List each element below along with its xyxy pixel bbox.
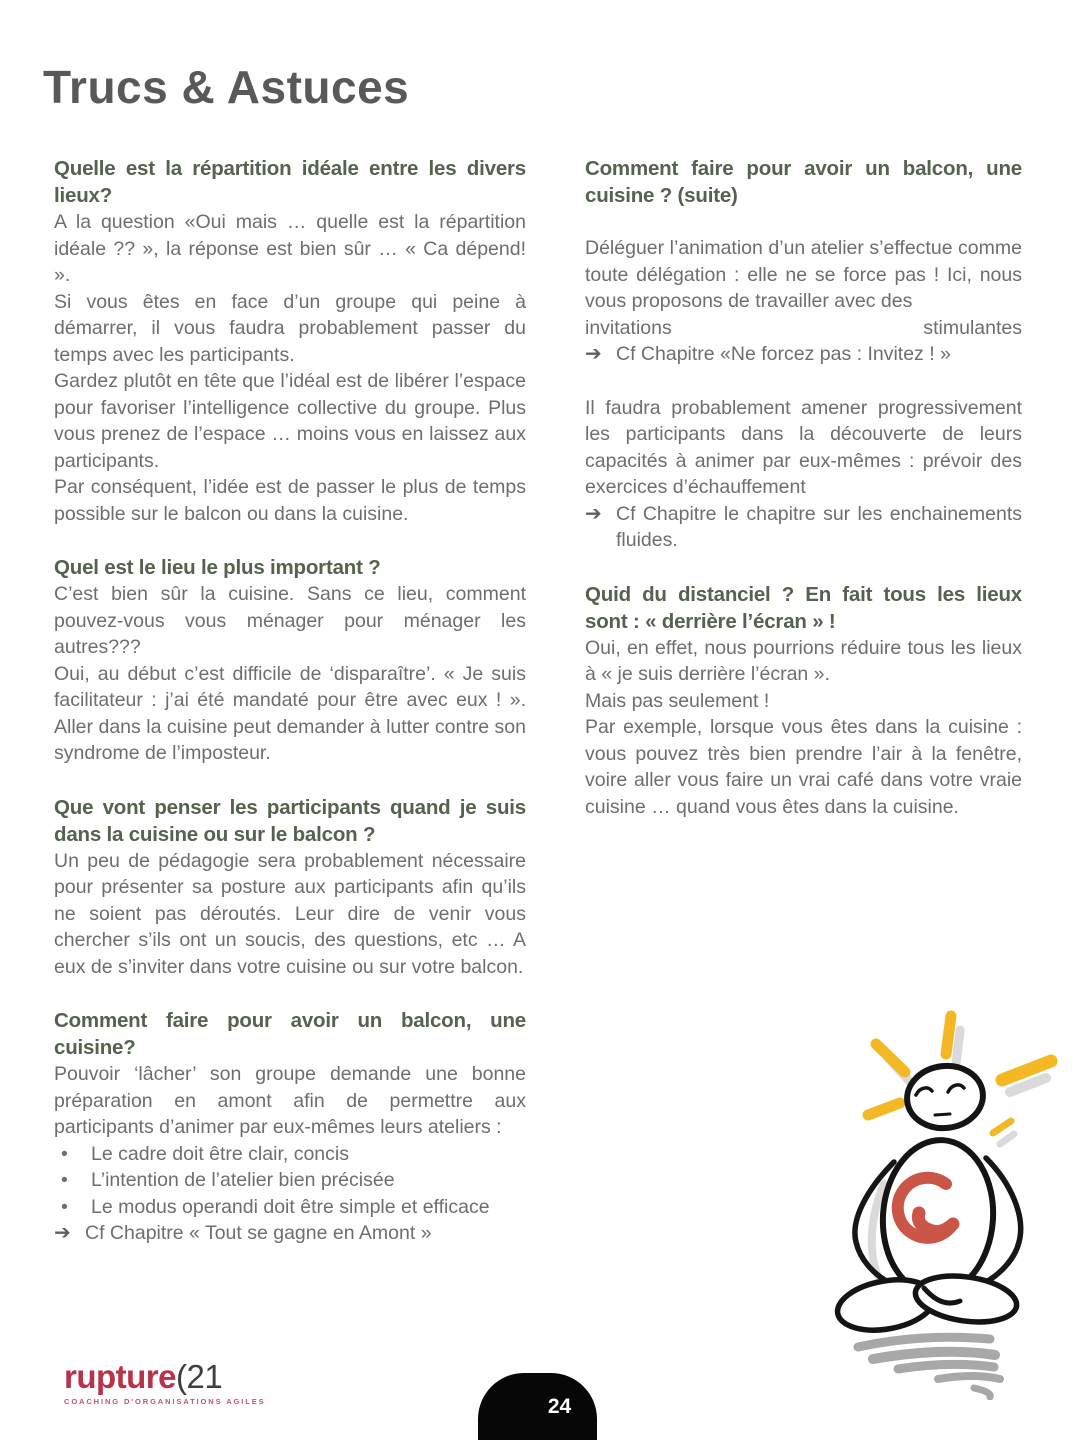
- bullet-icon: •: [61, 1195, 68, 1218]
- section-heading: Quid du distanciel ? En fait tous les lieux sont : « derrière l’écran » !: [585, 582, 1022, 633]
- figure-head-icon: [904, 1062, 987, 1133]
- paragraph: Mais pas seulement !: [585, 689, 770, 712]
- bullet-item: [54, 1141, 526, 1168]
- chapter-reference: [585, 501, 1022, 554]
- logo-wordmark: [64, 1360, 266, 1394]
- logo-tagline: COACHING D'ORGANISATIONS AGILES: [64, 1397, 266, 1406]
- paragraph: Déléguer l’animation d’un atelier s’effectue comme toute délégation : elle ne se force pas ! Ici, nous vous proposons de travailler avec des: [585, 237, 1022, 312]
- section-comment-faire-suite: [585, 155, 1022, 368]
- spread-word-right: stimulantes: [923, 316, 1022, 339]
- bullet-item: [54, 1194, 526, 1221]
- arrow-icon: ➔: [585, 343, 602, 365]
- left-column: [54, 155, 526, 1274]
- section-que-vont-penser: [54, 794, 526, 981]
- section-quid-distanciel: [585, 581, 1022, 821]
- page-title: Trucs & Astuces: [43, 61, 410, 113]
- arrow-note: Cf Chapitre « Tout se gagne en Amont »: [85, 1222, 432, 1244]
- section-heading: Quel est le lieu le plus important ?: [54, 556, 381, 579]
- section-lieu-important: [54, 554, 526, 767]
- paragraph: Par conséquent, l’idée est de passer le plus de temps possible sur le balcon ou dans la cuisine.: [54, 476, 526, 525]
- paragraph: Gardez plutôt en tête que l’idéal est de libérer l’espace pour favoriser l’intelligence collective du groupe. Plus vous prenez de l’espace … moins vous en laissez aux participants.: [54, 370, 526, 472]
- arrow-icon: ➔: [54, 1222, 71, 1244]
- paragraph: Si vous êtes en face d’un groupe qui peine à démarrer, il vous faudra probablement passer du temps avec les participants.: [54, 290, 526, 366]
- ground-shadow-icon: [858, 1337, 1000, 1397]
- bullet-icon: •: [61, 1169, 68, 1191]
- arrow-note: Cf Chapitre «Ne forcez pas : Invitez ! »: [616, 343, 951, 365]
- section-heading: Comment faire pour avoir un balcon, une cuisine?: [54, 1009, 526, 1059]
- arrow-icon: ➔: [585, 502, 602, 525]
- spread-word-left: invitations: [585, 316, 672, 339]
- paragraph: Un peu de pédagogie sera probablement nécessaire pour présenter sa posture aux participants afin qu’ils ne soient pas déroutés. Leur dire de venir vous chercher s’ils ont un soucis, des questions, etc … A eux de s’inviter dans votre cuisine ou sur votre balcon.: [54, 849, 526, 978]
- meditation-illustration: [788, 1002, 1080, 1400]
- paragraph: Pouvoir ‘lâcher’ son groupe demande une bonne préparation en amont afin de permettre aux participants d’animer par eux-mêmes leurs ateliers :: [54, 1063, 526, 1138]
- section-repartition-ideale: [54, 155, 526, 527]
- page-number-badge: [478, 1373, 597, 1440]
- paragraph: A la question «Oui mais … quelle est la répartition idéale ?? », la réponse est bien sûr … « Ca dépend! ».: [54, 211, 526, 286]
- section-heading: Comment faire pour avoir un balcon, une cuisine ? (suite): [585, 157, 1022, 207]
- right-column: [585, 155, 1022, 847]
- section-comment-faire: [54, 1007, 526, 1247]
- justified-last-line: [585, 315, 1022, 342]
- paragraph: Il faudra probablement amener progressivement les participants dans la découverte de leurs capacités à animer par eux-mêmes : prévoir des exercices d’échauffement: [585, 396, 1022, 498]
- page-number: 24: [547, 1394, 572, 1418]
- bullet-item: [54, 1167, 526, 1194]
- logo: [64, 1360, 266, 1406]
- logo-text-red: rupture: [64, 1358, 176, 1395]
- paragraph: Par exemple, lorsque vous êtes dans la cuisine : vous pouvez très bien prendre l’air à la fenêtre, voire aller vous faire un vrai café dans votre vraie cuisine … quand vous êtes dans la cuisine.: [585, 716, 1022, 818]
- bullet-text: Le cadre doit être clair, concis: [91, 1142, 349, 1165]
- paragraph: Oui, au début c’est difficile de ‘disparaître’. « Je suis facilitateur : j’ai été mandaté pour être avec eux ! ». Aller dans la cuisine peut demander à lutter contre son syndrome de l’imposteur.: [54, 662, 526, 764]
- logo-text-dark: (21: [176, 1358, 223, 1395]
- arrow-note: Cf Chapitre le chapitre sur les enchainements fluides.: [616, 502, 1022, 551]
- section-heading: Que vont penser les participants quand je suis dans la cuisine ou sur le balcon ?: [54, 795, 526, 846]
- section-heading: Quelle est la répartition idéale entre les divers lieux?: [54, 157, 526, 207]
- chapter-reference: [54, 1220, 526, 1247]
- figure-legs-icon: [834, 1270, 1020, 1337]
- paragraph: C’est bien sûr la cuisine. Sans ce lieu, comment pouvez-vous vous ménager pour ménager les autres???: [54, 583, 526, 658]
- bullet-text: L’intention de l’atelier bien précisée: [91, 1169, 395, 1191]
- chapter-reference: [585, 341, 1022, 368]
- bullet-text: Le modus operandi doit être simple et efficace: [91, 1195, 490, 1218]
- bullet-icon: •: [61, 1142, 68, 1165]
- paragraph: Oui, en effet, nous pourrions réduire tous les lieux à « je suis derrière l’écran ».: [585, 636, 1022, 685]
- section-il-faudra: [585, 395, 1022, 554]
